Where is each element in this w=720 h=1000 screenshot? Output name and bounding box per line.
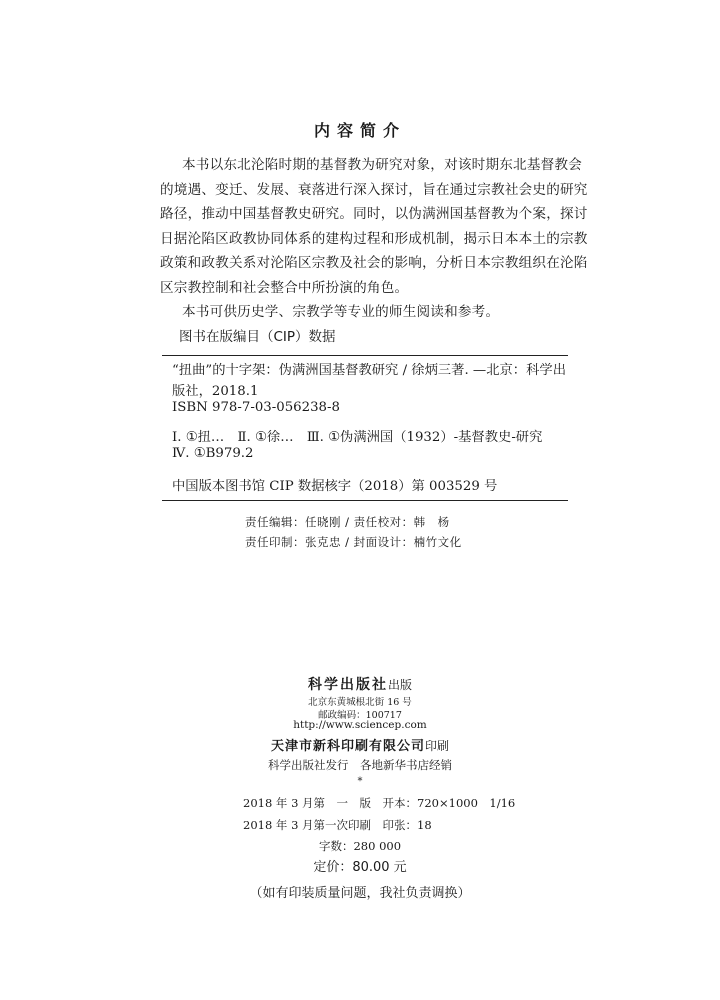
- price: 定价：80.00 元: [313, 860, 407, 875]
- credits-production: 责任印制：张克忠 / 封面设计：楠竹文化: [245, 535, 462, 549]
- word-count: 字数：280 000: [318, 839, 402, 853]
- intro-paragraph-2: 本书可供历史学、宗教学等专业的师生阅读和参考。: [182, 304, 500, 320]
- intro-line-1: 本书以东北沦陷时期的基督教为研究对象，对该时期东北基督教会: [182, 157, 583, 173]
- intro-line-6: 区宗教控制和社会整合中所扮演的角色。: [160, 280, 409, 296]
- intro-line-2: 的境遇、变迁、发展、衰落进行深入探讨，旨在通过宗教社会史的研究: [160, 182, 588, 198]
- cip-heading: 图书在版编目（CIP）数据: [179, 329, 336, 345]
- cip-verification-number: 中国版本图书馆 CIP 数据核字（2018）第 003529 号: [172, 479, 498, 494]
- cip-record-line-1: “扭曲”的十字架：伪满洲国基督教研究 / 徐炳三著. —北京：科学出: [172, 363, 566, 378]
- cip-isbn: ISBN 978-7-03-056238-8: [172, 400, 340, 415]
- separator-asterisk: *: [357, 776, 363, 787]
- printer-line: [0, 735, 720, 754]
- publisher-suffix: 出版: [387, 678, 412, 692]
- cip-top-rule: [162, 355, 568, 356]
- intro-line-4: 日据沦陷区政教协同体系的建构过程和形成机制，揭示日本本土的宗教: [160, 231, 588, 247]
- page-title: 内容简介: [313, 121, 406, 140]
- cip-record-line-2: 版社，2018.1: [172, 384, 259, 399]
- printer-suffix: 印刷: [425, 739, 450, 753]
- printer-name: 天津市新科印刷有限公司: [270, 739, 425, 754]
- credits-editors: 责任编辑：任晓刚 / 责任校对：韩 杨: [245, 515, 450, 529]
- intro-line-5: 政策和政教关系对沦陷区宗教及社会的影响，分析日本宗教组织在沦陷: [160, 255, 588, 271]
- publisher-address: 北京东黄城根北街 16 号: [308, 697, 412, 708]
- intro-line-3: 路径，推动中国基督教史研究。同时，以伪满洲国基督教为个案，探讨: [160, 206, 588, 222]
- publisher-postcode: 邮政编码：100717: [318, 710, 402, 721]
- quality-notice: （如有印装质量问题，我社负责调换）: [249, 886, 471, 901]
- cip-subjects-line-2: Ⅳ. ①B979.2: [172, 446, 254, 461]
- cip-subjects-line-1: Ⅰ. ①扭… Ⅱ. ①徐… Ⅲ. ①伪满洲国（1932）-基督教史-研究: [172, 430, 543, 445]
- publisher-name: 科学出版社: [307, 677, 388, 693]
- edition-info: 2018 年 3 月第 一 版 开本：720×1000 1/16: [243, 796, 516, 810]
- cip-bottom-rule: [162, 500, 568, 501]
- publisher-line: [0, 674, 720, 694]
- printing-info: 2018 年 3 月第一次印刷 印张：18: [243, 818, 432, 832]
- publisher-url: http://www.sciencep.com: [293, 719, 427, 731]
- distribution-info: 科学出版社发行 各地新华书店经销: [268, 758, 452, 772]
